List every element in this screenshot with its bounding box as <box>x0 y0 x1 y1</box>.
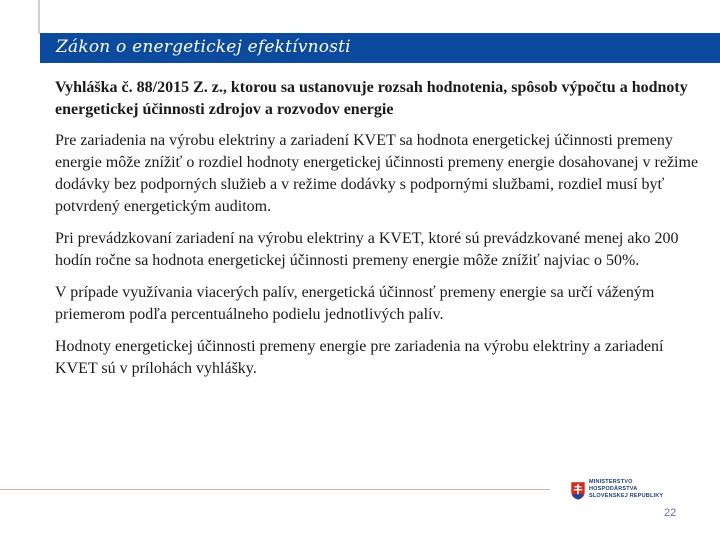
ministry-line: MINISTERSTVO <box>589 479 633 485</box>
paragraph: Hodnoty energetickej účinnosti premeny energie pre zariadenia na výrobu elektriny a zariadení KVET sú v prílohách vyhlášky. <box>55 338 664 377</box>
ministry-line: SLOVENSKEJ REPUBLIKY <box>589 493 664 499</box>
ministry-logo <box>570 479 690 507</box>
slide-subtitle: Vyhláška č. 88/2015 Z. z., ktorou sa ustanovuje rozsah hodnotenia, spôsob výpočtu a hodnoty energetickej účinnosti zdrojov a rozvodov energie <box>55 79 688 118</box>
footer-divider <box>0 489 550 490</box>
slide-content <box>55 77 705 390</box>
paragraph: Pri prevádzkovaní zariadení na výrobu elektriny a KVET, ktoré sú prevádzkované menej ako 200 hodín ročne sa hodnota energetickej účinnosti premeny energie môže znížiť najviac o 50%. <box>55 230 679 269</box>
ministry-line: HOSPODÁRSTVA <box>589 486 638 492</box>
paragraph: V prípade využívania viacerých palív, energetická účinnosť premeny energie sa určí váženým priemerom podľa percentuálneho podielu jednotlivých palív. <box>55 284 655 323</box>
left-divider <box>38 0 40 34</box>
page-number: 22 <box>664 507 677 519</box>
title-bar <box>40 33 720 63</box>
ministry-name <box>589 479 689 500</box>
slide-title: Zákon o energetickej efektívnosti <box>56 37 351 57</box>
paragraph: Pre zariadenia na výrobu elektriny a zariadení KVET sa hodnota energetickej účinnosti premeny energie môže znížiť o rozdiel hodnoty energetickej účinnosti premeny energie dosahovanej v režime dodávky bez podporných služieb a v režime dodávky s podpornými službami, rozdiel musí byť potvrdený energetickým auditom. <box>55 132 699 215</box>
slovak-coat-of-arms-icon <box>570 481 586 501</box>
